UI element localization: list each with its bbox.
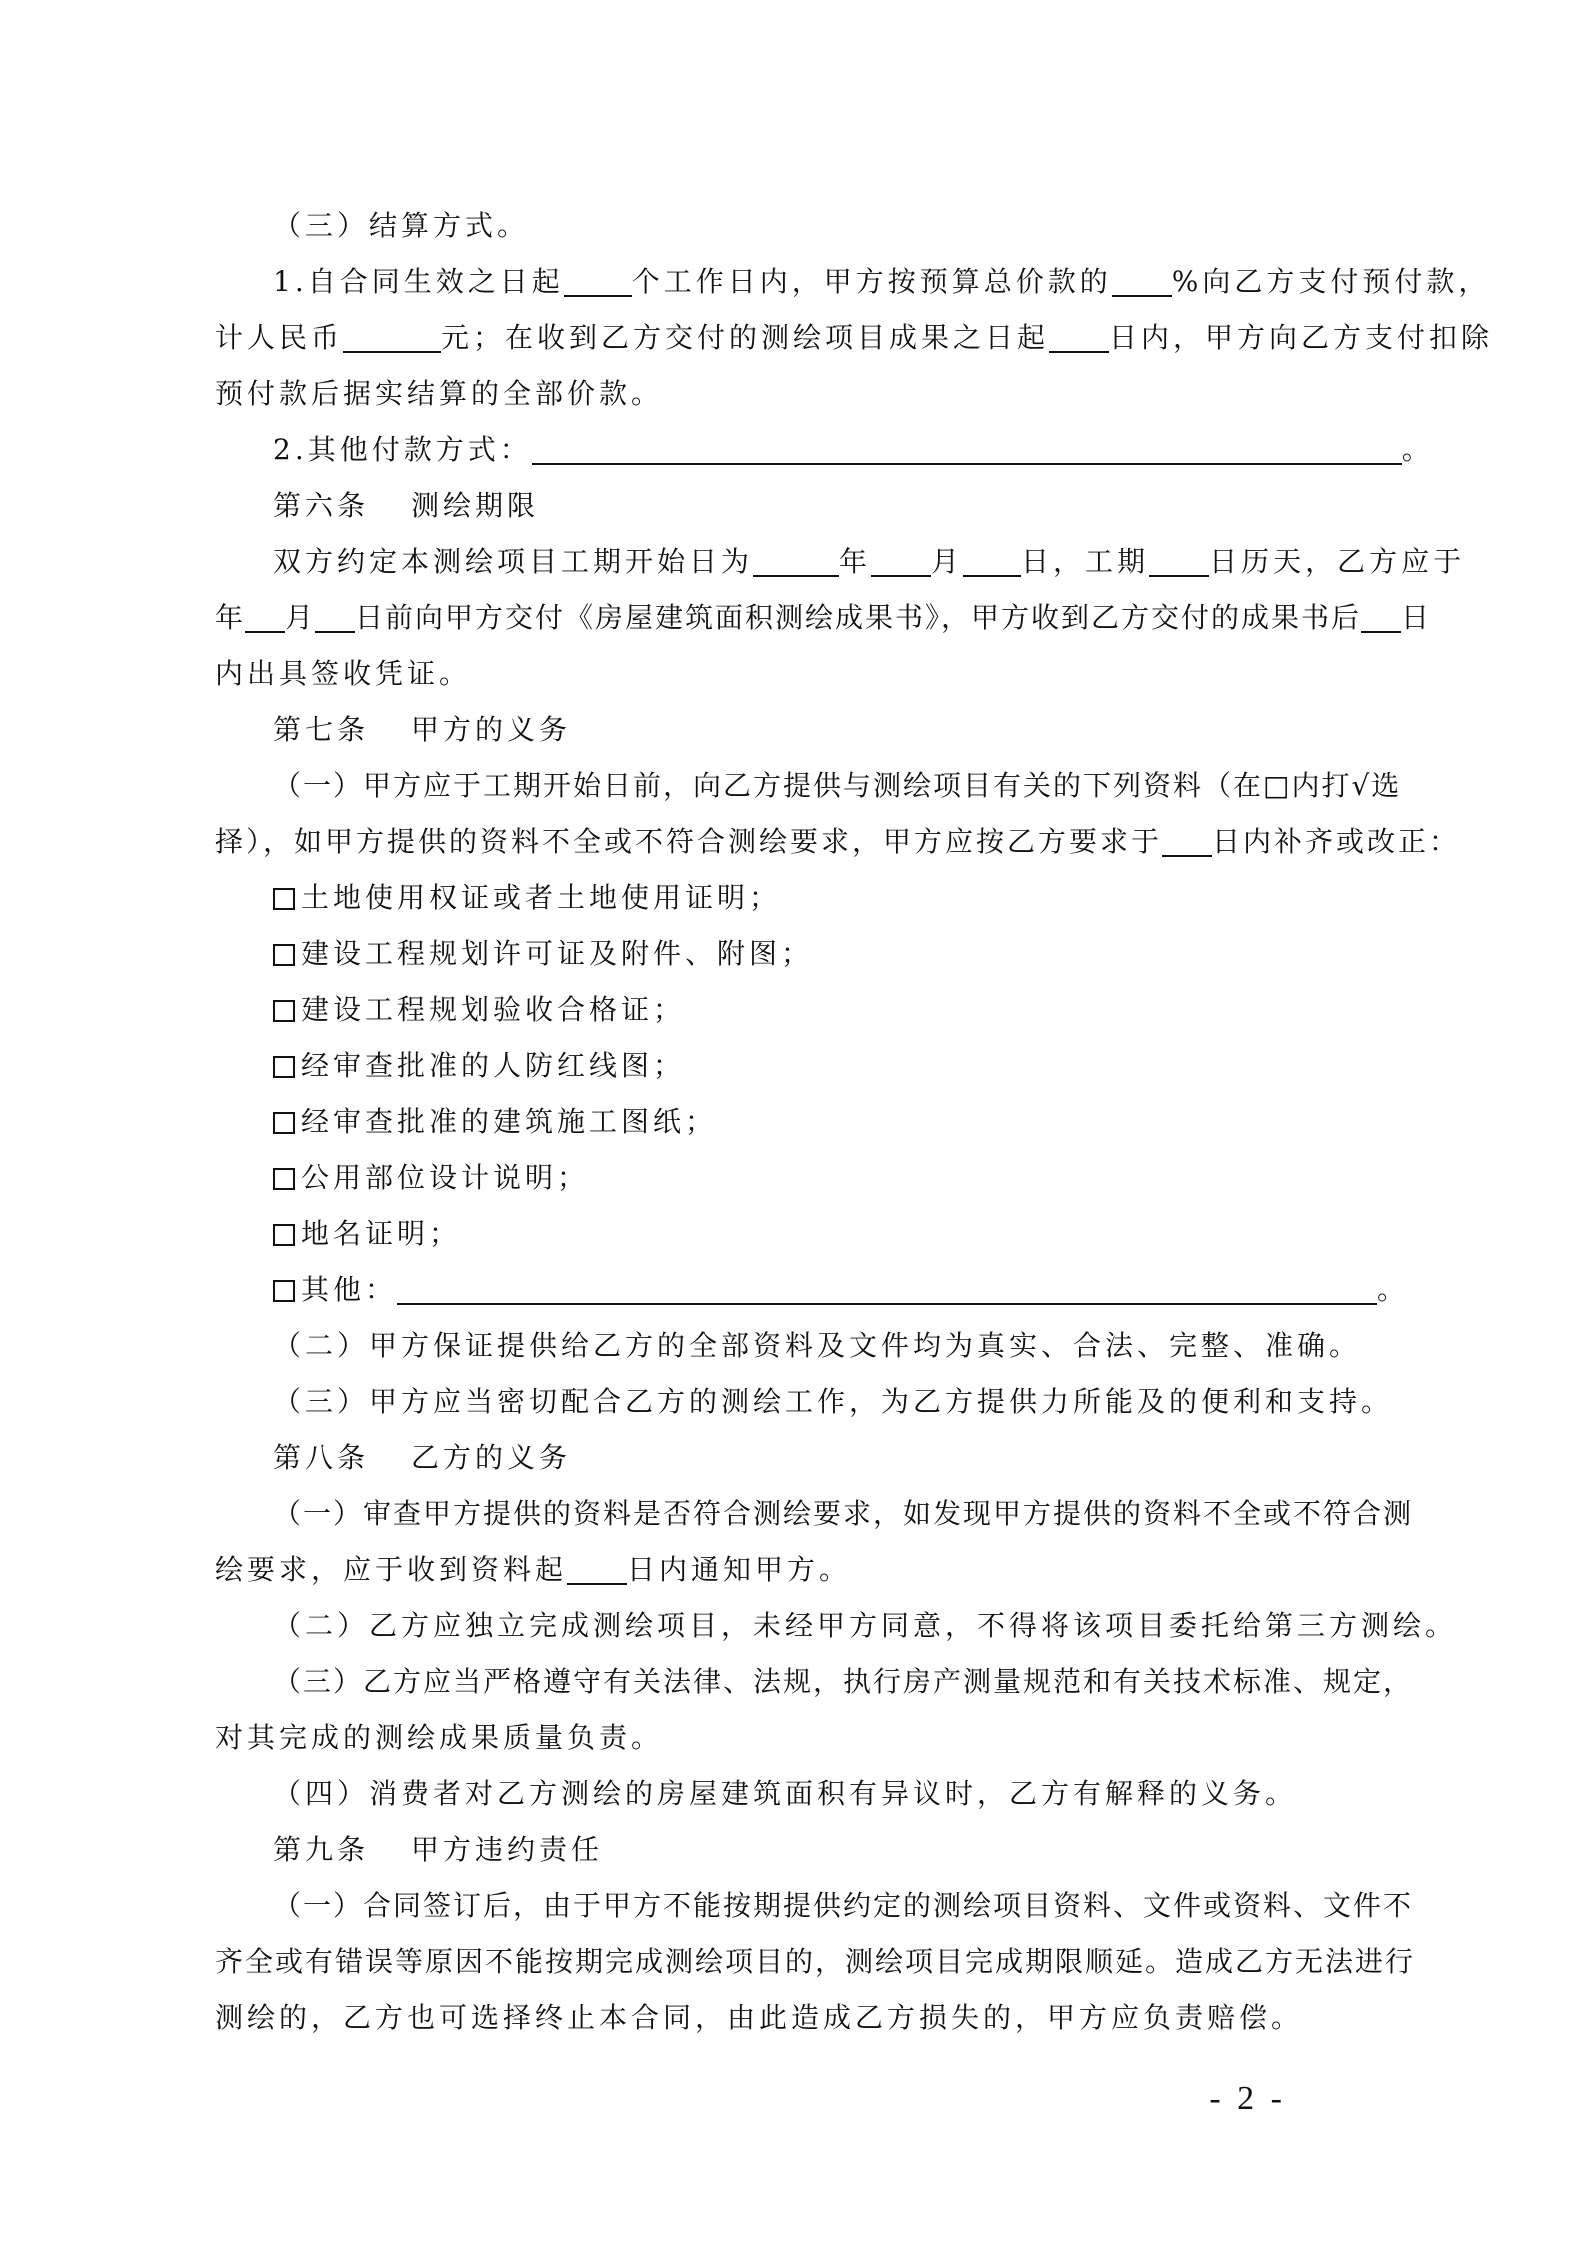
checkbox[interactable] <box>273 1056 295 1078</box>
payment-clause-1-line-1 <box>215 254 1491 310</box>
checklist-label: 其他： <box>301 1273 398 1306</box>
checklist-label: 经审查批准的建筑施工图纸； <box>301 1105 718 1138</box>
document-body <box>215 198 1494 2046</box>
text-segment: 年 <box>839 545 872 578</box>
article-8-line-3: （三）乙方应当严格遵守有关法律、法规，执行房产测量规范和有关技术标准、规定， <box>273 1665 1414 1698</box>
article-number: 第八条 <box>273 1441 370 1474</box>
blank-field <box>963 545 1021 577</box>
checklist-item-other <box>215 1262 1410 1318</box>
text-segment: 日前向甲方交付《房屋建筑面积测绘成果书》，甲方收到乙方交付的成果书后 <box>355 601 1362 634</box>
text-segment: 计人民币 <box>215 321 344 354</box>
checklist-label: 地名证明； <box>301 1217 462 1250</box>
text-segment: 绘要求，应于收到资料起 <box>215 1553 568 1586</box>
checklist-item <box>215 982 1380 1038</box>
settlement-heading: （三）结算方式。 <box>273 209 530 242</box>
article-9-line-1: （一）合同签订后，由于甲方不能按期提供约定的测绘项目资料、文件或资料、文件不 <box>273 1889 1414 1922</box>
article-8-clause-4: （四）消费者对乙方测绘的房屋建筑面积有异议时，乙方有解释的义务。 <box>273 1777 1298 1810</box>
article-8-line-1: （一）审查甲方提供的资料是否符合测绘要求，如发现甲方提供的资料不全或不符合测 <box>273 1497 1414 1530</box>
text-segment: 择），如甲方提供的资料不全或不符合测绘要求，甲方应按乙方要求于 <box>215 825 1163 858</box>
blank-field <box>245 601 285 633</box>
blank-field <box>1361 601 1401 633</box>
blank-field <box>343 321 441 353</box>
article-7-clause-2: （二）甲方保证提供给乙方的全部资料及文件均为真实、合法、完整、准确。 <box>273 1329 1362 1362</box>
article-9-line-2: 齐全或有错误等原因不能按期完成测绘项目的，测绘项目完成期限顺延。造成乙方无法进行 <box>215 1945 1416 1978</box>
checklist-item <box>215 1150 1380 1206</box>
article-7-line-2 <box>215 814 1461 870</box>
payment-clause-2 <box>215 422 1434 478</box>
article-6-line-1 <box>215 534 1466 590</box>
article-7-line-1: （一）甲方应于工期开始日前，向乙方提供与测绘项目有关的下列资料（在□内打√选 <box>273 769 1402 802</box>
text-segment: 个工作日内，甲方按预算总价款的 <box>631 265 1112 298</box>
article-title: 甲方的义务 <box>411 713 572 746</box>
blank-field <box>1049 321 1109 353</box>
blank-field <box>397 1273 1377 1305</box>
article-8-heading <box>215 1430 1380 1486</box>
text-segment: 。 <box>1377 1273 1410 1306</box>
page-number: - 2 - <box>1209 2080 1286 2117</box>
article-8-clause-2: （二）乙方应独立完成测绘项目，未经甲方同意，不得将该项目委托给第三方测绘。 <box>273 1609 1458 1642</box>
text-segment: %向乙方支付预付款， <box>1171 265 1491 298</box>
checkbox[interactable] <box>273 888 295 910</box>
article-6-line-2 <box>215 590 1432 646</box>
article-6-heading <box>215 478 1380 534</box>
checkbox[interactable] <box>273 1168 295 1190</box>
checklist-item <box>215 926 1380 982</box>
text-segment: 2.其他付款方式： <box>273 433 532 466</box>
blank-field <box>753 545 839 577</box>
checkbox[interactable] <box>273 1224 295 1246</box>
checklist-label: 建设工程规划许可证及附件、附图； <box>301 937 814 970</box>
blank-field <box>1162 825 1212 857</box>
article-8-line-2 <box>215 1542 1380 1598</box>
checkbox[interactable] <box>273 944 295 966</box>
article-9-heading <box>215 1822 1380 1878</box>
article-title: 测绘期限 <box>411 489 540 522</box>
article-7-heading <box>215 702 1380 758</box>
article-9-line-3: 测绘的，乙方也可选择终止本合同，由此造成乙方损失的，甲方应负责赔偿。 <box>215 2001 1304 2034</box>
checklist-item <box>215 870 1380 926</box>
article-title: 甲方违约责任 <box>411 1833 604 1866</box>
checklist-label: 公用部位设计说明； <box>301 1161 590 1194</box>
text-segment: 日，工期 <box>1021 545 1150 578</box>
checkbox[interactable] <box>273 1112 295 1134</box>
text-segment: 月 <box>931 545 964 578</box>
text-segment: 月 <box>285 601 316 634</box>
article-6-line-3: 内出具签收凭证。 <box>215 657 472 690</box>
text-segment: 双方约定本测绘项目工期开始日为 <box>273 545 754 578</box>
article-7-clause-3: （三）甲方应当密切配合乙方的测绘工作，为乙方提供力所能及的便利和支持。 <box>273 1385 1394 1418</box>
checklist-label: 经审查批准的人防红线图； <box>301 1049 686 1082</box>
checklist-label: 建设工程规划验收合格证； <box>301 993 686 1026</box>
blank-field <box>567 1553 627 1585</box>
text-segment: 年 <box>215 601 246 634</box>
text-segment: 日 <box>1401 601 1432 634</box>
checkbox[interactable] <box>273 1280 295 1302</box>
blank-field <box>871 545 931 577</box>
checklist-item <box>215 1206 1380 1262</box>
checklist-item <box>215 1038 1380 1094</box>
text-segment: 日历天，乙方应于 <box>1209 545 1466 578</box>
payment-clause-1-line-3: 预付款后据实结算的全部价款。 <box>215 377 664 410</box>
text-segment: 日内，甲方向乙方支付扣除 <box>1109 321 1494 354</box>
blank-field <box>315 601 355 633</box>
article-number: 第七条 <box>273 713 370 746</box>
blank-field <box>532 433 1402 465</box>
checklist-label: 土地使用权证或者土地使用证明； <box>301 881 782 914</box>
article-title: 乙方的义务 <box>411 1441 572 1474</box>
text-segment: 元；在收到乙方交付的测绘项目成果之日起 <box>441 321 1050 354</box>
article-number: 第九条 <box>273 1833 370 1866</box>
blank-field <box>564 265 632 297</box>
text-segment: 1.自合同生效之日起 <box>273 265 564 298</box>
blank-field <box>1149 545 1209 577</box>
checklist-item <box>215 1094 1380 1150</box>
blank-field <box>1112 265 1172 297</box>
text-segment: 日内通知甲方。 <box>627 1553 852 1586</box>
payment-clause-1-line-2 <box>215 310 1494 366</box>
article-number: 第六条 <box>273 489 370 522</box>
checkbox[interactable] <box>273 1000 295 1022</box>
article-8-line-4: 对其完成的测绘成果质量负责。 <box>215 1721 664 1754</box>
text-segment: 日内补齐或改正： <box>1212 825 1461 858</box>
text-segment: 。 <box>1401 433 1434 466</box>
